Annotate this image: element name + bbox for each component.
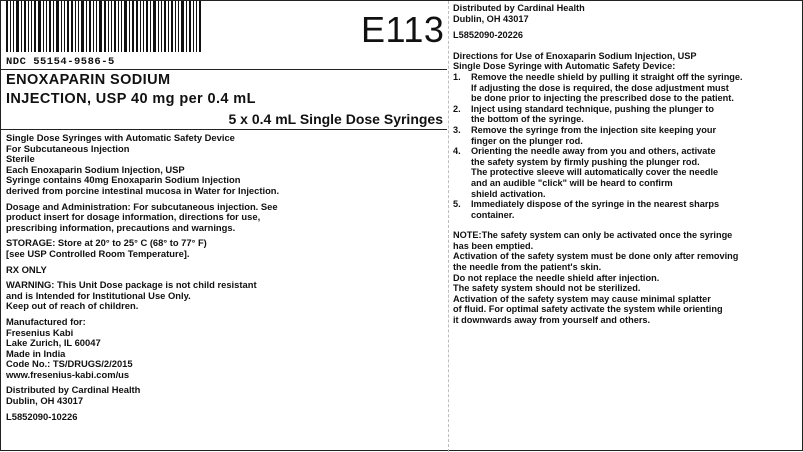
- note-block: [453, 230, 801, 325]
- barcode-bar: [171, 1, 173, 52]
- barcode-bar: [53, 1, 54, 52]
- text-line: Remove the needle shield by pulling it straight off the syringe.: [471, 71, 743, 82]
- barcode-bar: [61, 1, 62, 52]
- label-right-panel: [453, 3, 801, 326]
- barcode-bar: [143, 1, 144, 52]
- barcode-bar: [164, 1, 166, 52]
- text-line: has been emptied.: [453, 240, 534, 251]
- text-line: prescribing information, precautions and warnings.: [6, 221, 236, 233]
- text-line: Activation of the safety system may cause minimal splatter: [453, 293, 711, 304]
- text-line: the safety system by firmly pushing the plunger rod.: [471, 156, 700, 167]
- text-line: Distributed by Cardinal Health: [453, 3, 585, 13]
- text-line: Remove the syringe from the injection site keeping your: [471, 124, 717, 135]
- barcode-bar: [104, 1, 106, 52]
- text-line: Sterile: [6, 153, 35, 165]
- description-block: [6, 133, 442, 197]
- storage-block: [6, 238, 442, 259]
- barcode-bar: [56, 1, 59, 52]
- barcode-bar: [28, 1, 29, 52]
- text-line: finger on the plunger rod.: [471, 135, 583, 146]
- text-line: www.fresenius-kabi.com/us: [6, 368, 130, 380]
- barcode-bar: [71, 1, 73, 52]
- text-line: of fluid. For optimal safety activate the system while orienting: [453, 304, 723, 315]
- text-line: Lake Zurich, IL 60047: [6, 337, 101, 349]
- barcode-bar: [186, 1, 187, 52]
- barcode-bar: [6, 1, 8, 52]
- text-line: the needle from the patient's skin.: [453, 262, 602, 273]
- barcode-bar: [168, 1, 169, 52]
- text-line: WARNING: This Unit Dose package is not child resistant: [6, 279, 257, 291]
- spacer: [453, 220, 801, 230]
- barcode-bar: [111, 1, 112, 52]
- text-line: For Subcutaneous Injection: [6, 142, 130, 154]
- text-line: L5852090-20226: [453, 30, 523, 41]
- directions-title: [453, 51, 801, 72]
- text-line: L5852090-10226: [6, 410, 78, 422]
- barcode-bar: [34, 1, 36, 52]
- barcode-bar: [181, 1, 184, 52]
- barcode-bar: [16, 1, 19, 52]
- text-line: derived from porcine intestinal mucosa in Water for Injection.: [6, 184, 280, 196]
- step-text: [471, 104, 801, 125]
- step-number: 2.: [453, 103, 461, 114]
- barcode-bar: [24, 1, 26, 52]
- text-line: Fresenius Kabi: [6, 326, 74, 338]
- lot-number: [453, 30, 801, 41]
- text-line: Each Enoxaparin Sodium Injection, USP: [6, 163, 185, 175]
- text-line: it downwards away from yourself and others.: [453, 315, 651, 326]
- label-left-panel: [1, 1, 447, 452]
- text-line: Made in India: [6, 347, 66, 359]
- direction-step-1: [453, 72, 801, 104]
- text-line: The protective sleeve will automatically cover the needle: [471, 167, 719, 178]
- text-line: Dublin, OH 43017: [6, 395, 84, 407]
- divider-rule: [1, 129, 447, 130]
- text-line: STORAGE: Store at 20° to 25° C (68° to 77° F): [6, 237, 207, 249]
- barcode-bar: [129, 1, 130, 52]
- ndc-number: NDC 55154-9586-5: [6, 56, 115, 68]
- text-line: NOTE:The safety system can only be activated once the syringe: [453, 230, 733, 241]
- barcode-bar: [150, 1, 151, 52]
- text-line: and an audible "click" will be heard to confirm: [471, 177, 673, 188]
- text-line: Syringe contains 40mg Enoxaparin Sodium Injection: [6, 174, 241, 186]
- text-line: be done prior to injecting the prescribed dose to the patient.: [471, 93, 734, 104]
- barcode-bar: [108, 1, 109, 52]
- barcode: [6, 1, 246, 52]
- barcode-bar: [161, 1, 162, 52]
- direction-step-5: [453, 199, 801, 220]
- text-line: The safety system should not be sterilized.: [453, 283, 641, 294]
- text-line: Code No.: TS/DRUGS/2/2015: [6, 358, 133, 370]
- text-line: Manufactured for:: [6, 315, 86, 327]
- barcode-bar: [199, 1, 201, 52]
- barcode-bar: [114, 1, 116, 52]
- barcode-bar: [153, 1, 156, 52]
- text-line: the bottom of the syringe.: [471, 114, 584, 125]
- text-line: Do not replace the needle shield after injection.: [453, 272, 660, 283]
- text-line: Single Dose Syringes with Automatic Safety Device: [6, 132, 235, 143]
- barcode-bar: [124, 1, 127, 52]
- barcode-bar: [46, 1, 47, 52]
- text-line: shield activation.: [471, 188, 546, 199]
- barcode-bar: [49, 1, 51, 52]
- package-size: 5 x 0.4 mL Single Dose Syringes: [228, 111, 443, 127]
- barcode-bar: [13, 1, 14, 52]
- barcode-bar: [189, 1, 191, 52]
- step-text: [471, 125, 801, 146]
- barcode-bar: [175, 1, 176, 52]
- text-line: Immediately dispose of the syringe in the nearest sharps: [471, 199, 720, 210]
- text-line: If adjusting the dose is required, the dose adjustment must: [471, 82, 729, 93]
- barcode-bar: [21, 1, 22, 52]
- barcode-bar: [89, 1, 91, 52]
- dosage-block: [6, 202, 442, 234]
- text-line: RX ONLY: [6, 263, 47, 275]
- distributor-block: [453, 3, 801, 24]
- barcode-bar: [121, 1, 122, 52]
- barcode-bar: [196, 1, 197, 52]
- direction-step-3: [453, 125, 801, 146]
- barcode-bar: [38, 1, 41, 52]
- warning-block: [6, 280, 442, 312]
- barcode-bar: [64, 1, 65, 52]
- product-name-line-1: ENOXAPARIN SODIUM: [6, 72, 171, 88]
- step-number: 3.: [453, 124, 461, 135]
- text-line: Activation of the safety system must be done only after removing: [453, 251, 739, 262]
- divider-rule: [1, 69, 447, 70]
- text-line: Single Dose Syringe with Automatic Safety Device:: [453, 61, 676, 72]
- step-number: 1.: [453, 71, 461, 82]
- text-line: Distributed by Cardinal Health: [6, 384, 141, 396]
- barcode-bar: [193, 1, 194, 52]
- barcode-bar: [178, 1, 179, 52]
- barcode-bar: [10, 1, 11, 52]
- panel-divider: [448, 1, 449, 452]
- direction-step-2: [453, 104, 801, 125]
- barcode-bar: [140, 1, 141, 52]
- barcode-bar: [132, 1, 134, 52]
- rx-only: [6, 265, 442, 276]
- text-line: product insert for dosage information, directions for use,: [6, 211, 261, 223]
- barcode-bar: [146, 1, 148, 52]
- text-line: [see USP Controlled Room Temperature].: [6, 247, 190, 259]
- text-line: Dublin, OH 43017: [453, 13, 529, 24]
- text-line: Orienting the needle away from you and others, activate: [471, 146, 716, 157]
- text-line: Dosage and Administration: For subcutaneous injection. See: [6, 200, 278, 212]
- barcode-bar: [78, 1, 79, 52]
- barcode-bar: [158, 1, 159, 52]
- step-text: [471, 146, 801, 199]
- step-text: [471, 72, 801, 104]
- barcode-bar: [86, 1, 87, 52]
- barcode-bar: [136, 1, 138, 52]
- text-line: Inject using standard technique, pushing the plunger to: [471, 103, 714, 114]
- barcode-bar: [118, 1, 119, 52]
- text-line: container.: [471, 209, 515, 220]
- barcode-bar: [67, 1, 69, 52]
- barcode-bar: [43, 1, 44, 52]
- barcode-bar: [96, 1, 97, 52]
- manufacturer-block: [6, 317, 442, 381]
- step-number: 5.: [453, 199, 461, 210]
- barcode-bar: [93, 1, 94, 52]
- text-line: Keep out of reach of children.: [6, 300, 139, 312]
- step-number: 4.: [453, 146, 461, 157]
- lot-number: [6, 412, 442, 423]
- product-name-line-2: INJECTION, USP 40 mg per 0.4 mL: [6, 91, 256, 107]
- step-text: [471, 199, 801, 220]
- text-line: Directions for Use of Enoxaparin Sodium Injection, USP: [453, 50, 697, 61]
- label-code: E113: [361, 9, 445, 50]
- barcode-bar: [81, 1, 84, 52]
- direction-step-4: [453, 146, 801, 199]
- distributor-block: [6, 385, 442, 406]
- barcode-bar: [99, 1, 102, 52]
- text-line: and is Intended for Institutional Use Only.: [6, 289, 191, 301]
- barcode-bar: [75, 1, 76, 52]
- barcode-bar: [31, 1, 32, 52]
- left-body-text: [6, 133, 442, 422]
- spacer: [453, 41, 801, 51]
